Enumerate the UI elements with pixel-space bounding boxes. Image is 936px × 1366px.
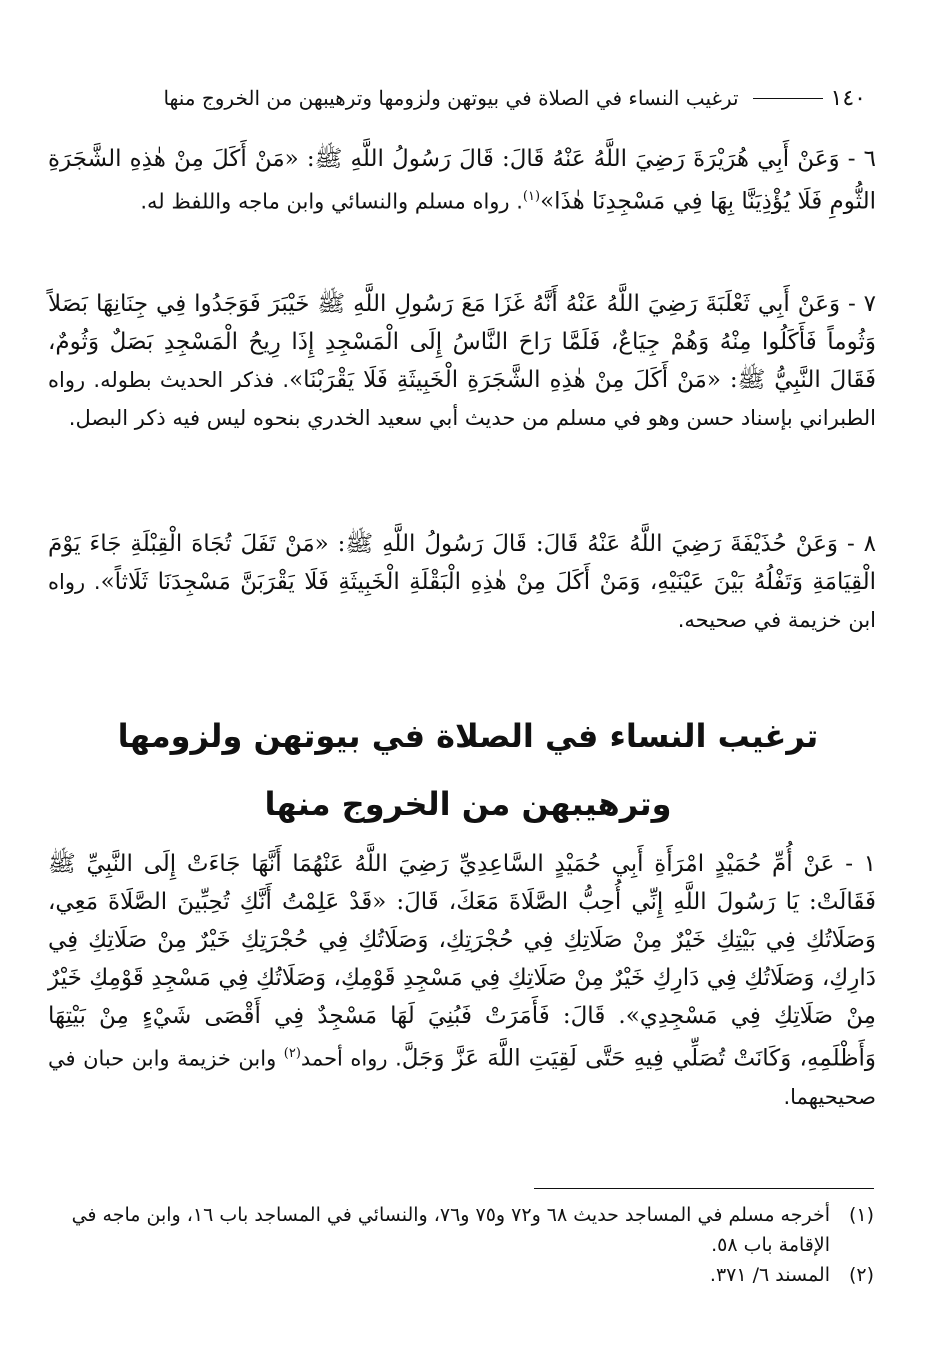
hadith-6 — [48, 140, 876, 221]
hadith-source: . رواه مسلم والنسائي وابن ماجه واللفظ له. — [140, 189, 523, 214]
footnote-item — [48, 1260, 874, 1290]
hadith-text: عَنْ أُمِّ حُمَيْدٍ امْرَأَةِ أَبِي حُمَيْدٍ السَّاعِدِيِّ رَضِيَ اللَّهُ عَنْهُمَا أَنَّهَا جَاءَتْ إِلَى النَّبِيِّ ﷺ فَقَالَتْ: يَا رَسُولَ اللَّهِ إِنِّي أُحِبُّ الصَّلَاةَ مَعَكَ، قَالَ: «قَدْ عَلِمْتُ أَنَّكِ تُحِبِّينَ الصَّلَاةَ مَعِي، وَصَلَاتُكِ فِي بَيْتِكِ خَيْرٌ مِنْ صَلَاتِكِ فِي حُجْرَتِكِ، وَصَلَاتُكِ فِي حُجْرَتِكِ خَيْرٌ مِنْ صَلَاتِكِ فِي دَارِكِ، وَصَلَاتُكِ فِي دَارِكِ خَيْرٌ مِنْ صَلَاتِكِ فِي مَسْجِدِ قَوْمِكِ، وَصَلَاتُكِ فِي مَسْجِدِ قَوْمِكِ خَيْرٌ مِنْ صَلَاتِكِ فِي مَسْجِدِي». قَالَ: فَأَمَرَتْ فَبُنِيَ لَهَا مَسْجِدٌ فِي أَقْصَى شَيْءٍ مِنْ بَيْتِهَا وَأَظْلَمِهِ، وَكَانَتْ تُصَلِّي فِيهِ حَتَّى لَقِيَتِ اللَّهَ عَزَّ وَجَلَّ — [48, 851, 877, 1072]
page-number: ١٤٠ — [830, 85, 866, 111]
running-header — [62, 78, 866, 118]
footnote-ref: (١) — [522, 189, 541, 204]
footnote-item — [48, 1200, 874, 1260]
hadith-number: ١ - — [845, 851, 876, 877]
footnote-ref: (٢) — [283, 1046, 301, 1061]
hadith-8 — [48, 525, 876, 639]
hadith-text: وَعَنْ حُذَيْفَةَ رَضِيَ اللَّهُ عَنْهُ قَالَ: قَالَ رَسُولُ اللَّهِ ﷺ: «مَنْ تَفَلَ تُجَاهَ الْقِبْلَةِ جَاءَ يَوْمَ الْقِيَامَةِ وَتَفْلُهُ بَيْنَ عَيْنَيْهِ، وَمَنْ أَكَلَ مِنْ هٰذِهِ الْبَقْلَةِ الْخَبِيثَةِ فَلَا يَقْرَبَنَّ مَسْجِدَنَا ثَلَاثاً» — [48, 531, 876, 595]
hadith-7 — [48, 285, 876, 437]
hadith-source: . رواه ابن خزيمة في صحيحه. — [48, 570, 876, 632]
header-rule — [753, 98, 823, 99]
hadith-source: . فذكر الحديث بطوله. رواه الطبراني بإسناد حسن وهو في مسلم من حديث أبي سعيد الخدري بنحوه ليس فيه ذكر البصل. — [48, 368, 876, 430]
running-title: ترغيب النساء في الصلاة في بيوتهن ولزومها وترهيبهن من الخروج منها — [163, 86, 739, 110]
footnote-divider — [534, 1188, 874, 1189]
section-title: ترغيب النساء في الصلاة في بيوتهن ولزومها — [117, 717, 819, 755]
hadith-text: وَعَنْ أَبِي ثَعْلَبَةَ رَضِيَ اللَّهُ عَنْهُ أَنَّهُ غَزَا مَعَ رَسُولِ اللَّهِ ﷺ خَيْبَرَ فَوَجَدُوا فِي جِنَانِهَا بَصَلاً وَثُوماً فَأَكَلُوا مِنْهُ وَهُمْ جِيَاعٌ، فَلَمَّا رَاحَ النَّاسُ إِلَى الْمَسْجِدِ إِذَا رِيحُ الْمَسْجِدِ بَصَلٌ وَثُومٌ، فَقَالَ النَّبِيُّ ﷺ: «مَنْ أَكَلَ مِنْ هٰذِهِ الشَّجَرَةِ الْخَبِيثَةِ فَلَا يَقْرَبْنَا» — [48, 291, 877, 393]
section-subtitle: وترهيبهن من الخروج منها — [264, 785, 672, 823]
hadith-number: ٧ - — [847, 291, 877, 317]
footnote-mark: (١) — [848, 1204, 874, 1226]
hadith-number: ٨ - — [846, 531, 876, 557]
footnotes — [48, 1200, 874, 1290]
hadith-1 — [48, 845, 876, 1116]
footnote-text: المسند ٦/ ٣٧١. — [709, 1264, 830, 1286]
footnote-mark: (٢) — [848, 1264, 874, 1286]
hadith-source-continued: وابن خزيمة وابن حبان في صحيحيهما. — [48, 1046, 876, 1109]
hadith-text: وَعَنْ أَبِي هُرَيْرَةَ رَضِيَ اللَّهُ عَنْهُ قَالَ: قَالَ رَسُولُ اللَّهِ ﷺ: «مَنْ أَكَلَ مِنْ هٰذِهِ الشَّجَرَةِ الثُّومِ فَلَا يُؤْذِيَنَّا بِهَا فِي مَسْجِدِنَا هٰذَا» — [48, 146, 876, 215]
hadith-number: ٦ - — [847, 146, 877, 172]
footnote-text: أخرجه مسلم في المساجد حديث ٦٨ و٧٢ و٧٥ و٧٦، والنسائي في المساجد باب ١٦، وابن ماجه في الإقامة باب ٥٨. — [71, 1204, 830, 1256]
hadith-source: . رواه أحمد — [300, 1046, 402, 1071]
